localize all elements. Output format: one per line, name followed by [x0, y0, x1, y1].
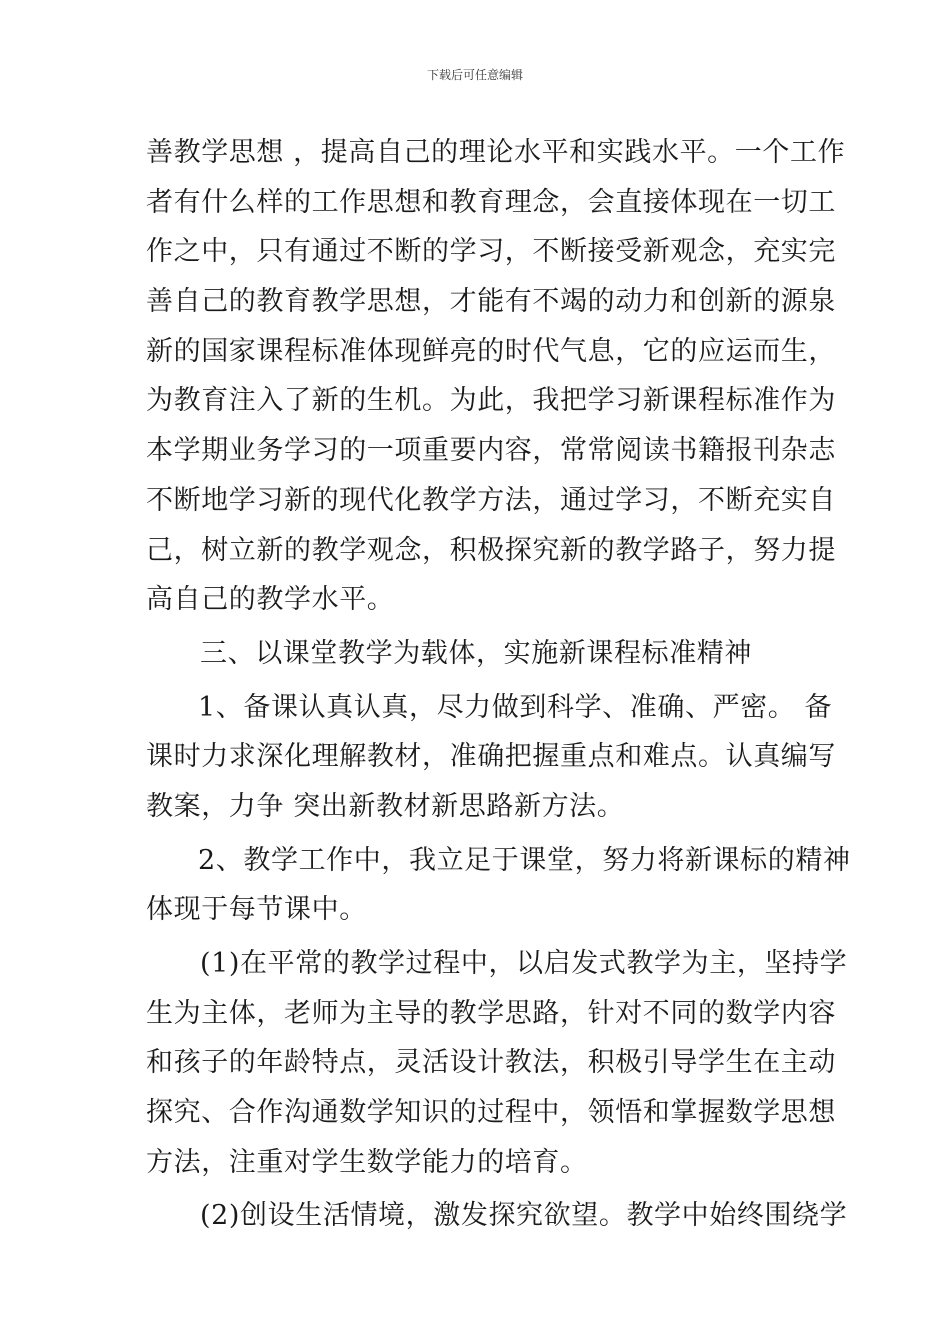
text-line: 课时力求深化理解教材，准确把握重点和难点。认真编写: [146, 741, 836, 773]
text-line: 生为主体，老师为主导的教学思路，针对不同的数学内容: [146, 997, 836, 1029]
text-line: 新的国家课程标准体现鲜亮的时代气息，它的应运而生，: [146, 335, 836, 367]
text-line: 高自己的教学水平。: [146, 584, 395, 616]
text-line: 为教育注入了新的生机。为此，我把学习新课程标准作为: [146, 385, 836, 417]
text-line: 体现于每节课中。: [146, 894, 367, 926]
text-line: 三、以课堂教学为载体，实施新课程标准精神: [200, 637, 752, 669]
text-line: (2)创设生活情境，激发探究欲望。教学中始终围绕学: [200, 1200, 848, 1232]
text-line: 教案，力争 突出新教材新思路新方法。: [146, 790, 625, 822]
text-line: 1、备课认真认真，尽力做到科学、准确、严密。 备: [198, 691, 833, 723]
text-line: 者有什么样的工作思想和教育理念，会直接体现在一切工: [146, 186, 836, 218]
text-line: (1)在平常的教学过程中，以启发式教学为主，坚持学: [200, 948, 848, 979]
text-line: 本学期业务学习的一项重要内容，常常阅读书籍报刊杂志: [146, 435, 836, 467]
page-header: 下载后可任意编辑: [426, 68, 523, 82]
text-line: 探究、合作沟通数学知识的过程中，领悟和掌握数学思想: [146, 1097, 836, 1129]
text-line: 善教学思想 ，提高自己的理论水平和实践水平。一个工作: [146, 137, 846, 168]
text-line: 2、教学工作中，我立足于课堂，努力将新课标的精神: [198, 844, 851, 876]
text-line: 方法，注重对学生数学能力的培育。: [146, 1146, 588, 1178]
text-line: 不断地学习新的现代化教学方法，通过学习，不断充实自: [146, 484, 836, 516]
text-line: 己，树立新的教学观念，积极探究新的教学路子，努力提: [146, 534, 836, 566]
document-body: [146, 128, 851, 1241]
text-line: 善自己的教育教学思想，才能有不竭的动力和创新的源泉: [146, 286, 836, 318]
text-line: 作之中，只有通过不断的学习，不断接受新观念，充实完: [146, 236, 836, 268]
text-line: 和孩子的年龄特点，灵活设计教法，积极引导学生在主动: [146, 1047, 836, 1079]
